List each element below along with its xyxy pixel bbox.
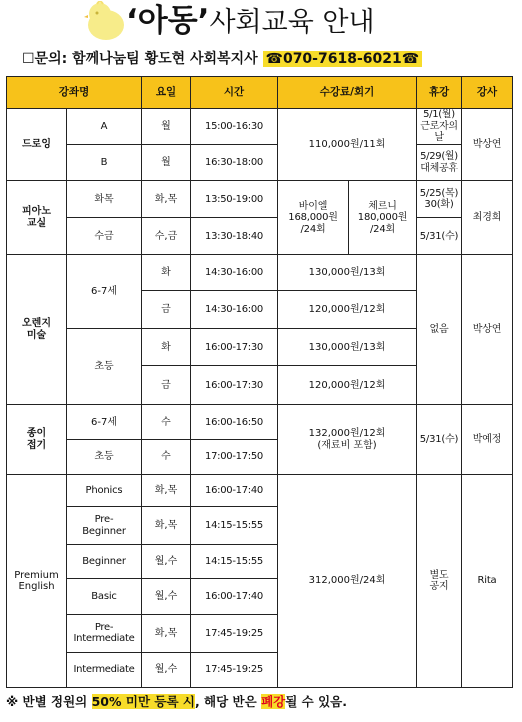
course-piano: 피아노 교실 bbox=[7, 181, 67, 255]
day-cell: 화,목 bbox=[142, 475, 191, 507]
level-cell: 초등 bbox=[67, 329, 142, 405]
notice-part: , 해당 반은 bbox=[194, 694, 262, 709]
level-cell: Beginner bbox=[67, 545, 142, 579]
table-row bbox=[7, 108, 513, 144]
fee-cell-beyer: 바이엘 168,000원 /24회 bbox=[278, 181, 349, 255]
day-cell: 금 bbox=[142, 291, 191, 329]
holiday-cell: 5/29(월) 대체공휴 bbox=[417, 145, 462, 181]
notice-part: 될 수 있음. bbox=[285, 694, 347, 709]
time-cell: 17:45-19:25 bbox=[191, 614, 278, 652]
time-cell: 14:15-15:55 bbox=[191, 507, 278, 545]
fee-cell: 120,000원/12회 bbox=[278, 366, 417, 405]
header-teacher: 강사 bbox=[462, 77, 513, 109]
day-cell: 월,수 bbox=[142, 652, 191, 687]
notice-highlight: 50% 미만 등록 시 bbox=[91, 694, 195, 709]
holiday-cell: 5/25(목) 30(화) bbox=[417, 181, 462, 218]
time-cell: 13:50-19:00 bbox=[191, 181, 278, 218]
level-cell: Pre- Intermediate bbox=[67, 614, 142, 652]
level-cell: A bbox=[67, 108, 142, 144]
course-drawing: 드로잉 bbox=[7, 108, 67, 180]
day-cell: 화,목 bbox=[142, 614, 191, 652]
time-cell: 16:30-18:00 bbox=[191, 145, 278, 181]
table-row bbox=[7, 475, 513, 507]
day-cell: 월,수 bbox=[142, 545, 191, 579]
level-cell: 화목 bbox=[67, 181, 142, 218]
contact-line bbox=[22, 48, 422, 70]
time-cell: 15:00-16:30 bbox=[191, 108, 278, 144]
day-cell: 화 bbox=[142, 329, 191, 366]
course-orange: 오렌지 미술 bbox=[7, 255, 67, 405]
day-cell: 화,목 bbox=[142, 507, 191, 545]
day-cell: 수 bbox=[142, 440, 191, 475]
header-holiday: 휴강 bbox=[417, 77, 462, 109]
fee-cell: 130,000원/13회 bbox=[278, 255, 417, 291]
notice-part: ※ 반별 정원의 bbox=[6, 694, 92, 709]
day-cell: 월,수 bbox=[142, 578, 191, 614]
time-cell: 14:15-15:55 bbox=[191, 545, 278, 579]
page-title bbox=[126, 2, 375, 42]
title-quote: ‘아동’ bbox=[126, 3, 210, 39]
holiday-cell: 없음 bbox=[417, 255, 462, 405]
table-row bbox=[7, 405, 513, 440]
course-paper: 종이 접기 bbox=[7, 405, 67, 475]
level-cell: 6-7세 bbox=[67, 255, 142, 329]
fee-cell: 130,000원/13회 bbox=[278, 329, 417, 366]
chick-icon bbox=[84, 1, 128, 41]
day-cell: 금 bbox=[142, 366, 191, 405]
table-row bbox=[7, 181, 513, 218]
time-cell: 16:00-17:30 bbox=[191, 329, 278, 366]
notice-closure-word: 폐강 bbox=[261, 694, 286, 709]
teacher-cell: 박예정 bbox=[462, 405, 513, 475]
table-row bbox=[7, 255, 513, 291]
time-cell: 17:00-17:50 bbox=[191, 440, 278, 475]
contact-prefix: ☐문의: 함께나눔팀 황도현 사회복지사 bbox=[22, 51, 263, 67]
level-cell: Intermediate bbox=[67, 652, 142, 687]
table-row bbox=[7, 218, 513, 255]
day-cell: 화 bbox=[142, 255, 191, 291]
level-cell: Pre- Beginner bbox=[67, 507, 142, 545]
time-cell: 16:00-17:30 bbox=[191, 366, 278, 405]
header-course: 강좌명 bbox=[7, 77, 142, 109]
header-time: 시간 bbox=[191, 77, 278, 109]
day-cell: 화,목 bbox=[142, 181, 191, 218]
level-cell: B bbox=[67, 145, 142, 181]
level-cell: Basic bbox=[67, 578, 142, 614]
holiday-cell: 5/31(수) bbox=[417, 405, 462, 475]
level-cell: 6-7세 bbox=[67, 405, 142, 440]
closure-notice bbox=[6, 692, 347, 712]
teacher-cell: 박상연 bbox=[462, 108, 513, 180]
holiday-cell: 5/1(월) 근로자의날 bbox=[417, 108, 462, 144]
time-cell: 16:00-17:40 bbox=[191, 475, 278, 507]
fee-cell-czerny: 체르니 180,000원 /24회 bbox=[349, 181, 417, 255]
fee-cell: 132,000원/12회 (재료비 포함) bbox=[278, 405, 417, 475]
time-cell: 14:30-16:00 bbox=[191, 291, 278, 329]
level-cell: Phonics bbox=[67, 475, 142, 507]
fee-cell: 312,000원/24회 bbox=[278, 475, 417, 688]
day-cell: 월 bbox=[142, 145, 191, 181]
level-cell: 초등 bbox=[67, 440, 142, 475]
level-cell: 수금 bbox=[67, 218, 142, 255]
time-cell: 16:00-16:50 bbox=[191, 405, 278, 440]
holiday-cell: 별도 공지 bbox=[417, 475, 462, 688]
header-day: 요일 bbox=[142, 77, 191, 109]
holiday-cell: 5/31(수) bbox=[417, 218, 462, 255]
schedule-table bbox=[6, 76, 513, 688]
time-cell: 17:45-19:25 bbox=[191, 652, 278, 687]
time-cell: 13:30-18:40 bbox=[191, 218, 278, 255]
time-cell: 16:00-17:40 bbox=[191, 578, 278, 614]
day-cell: 수 bbox=[142, 405, 191, 440]
header-fee: 수강료/회기 bbox=[278, 77, 417, 109]
table-row bbox=[7, 145, 513, 181]
title-rest: 사회교육 안내 bbox=[209, 7, 375, 38]
table-header-row bbox=[7, 77, 513, 109]
contact-phone[interactable]: ☎070-7618-6021☎ bbox=[263, 51, 423, 67]
day-cell: 월 bbox=[142, 108, 191, 144]
day-cell: 수,금 bbox=[142, 218, 191, 255]
teacher-cell: 최경희 bbox=[462, 181, 513, 255]
fee-cell: 110,000원/11회 bbox=[278, 108, 417, 180]
fee-cell: 120,000원/12회 bbox=[278, 291, 417, 329]
title-area bbox=[0, 0, 522, 44]
course-english: Premium English bbox=[7, 475, 67, 688]
teacher-cell: Rita bbox=[462, 475, 513, 688]
teacher-cell: 박상연 bbox=[462, 255, 513, 405]
time-cell: 14:30-16:00 bbox=[191, 255, 278, 291]
